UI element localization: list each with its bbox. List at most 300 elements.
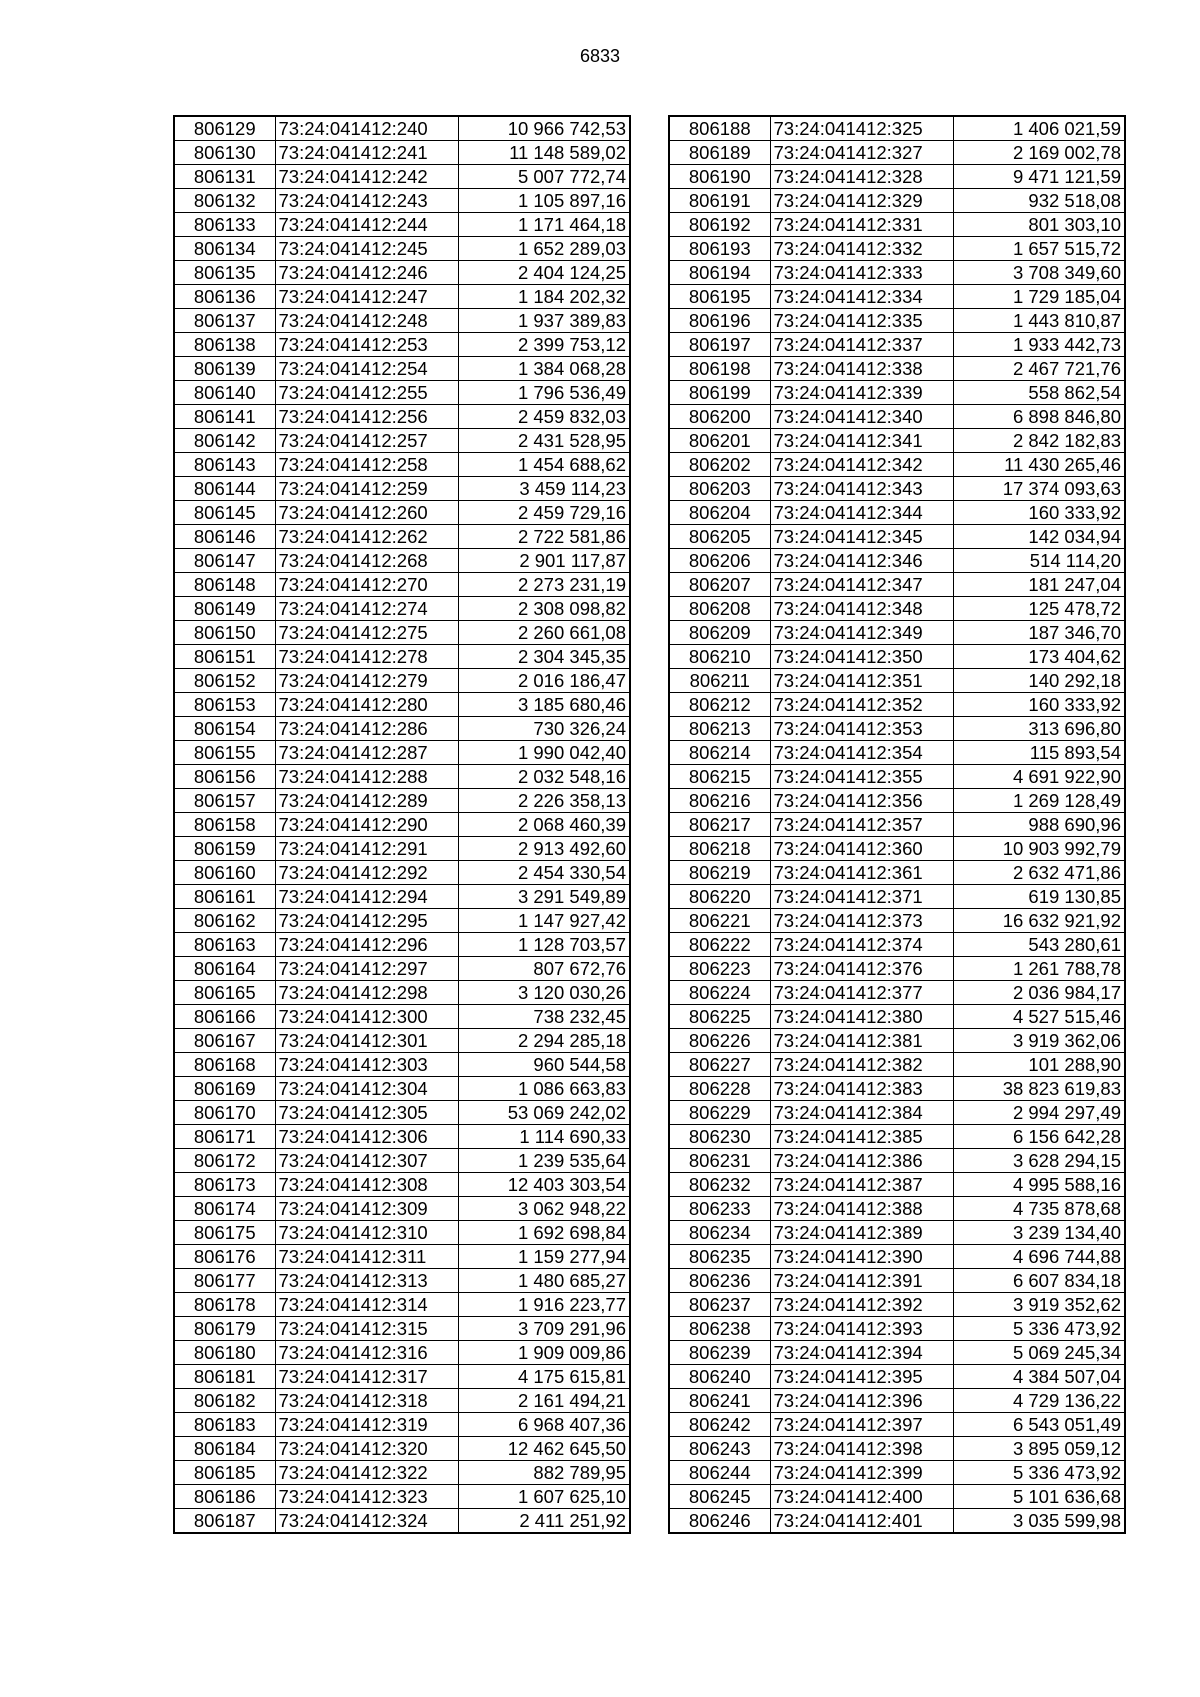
table-row <box>669 1365 1125 1389</box>
row-number-cell: 806130 <box>174 141 275 165</box>
row-number-cell: 806227 <box>669 1053 770 1077</box>
row-number-cell: 806142 <box>174 429 275 453</box>
table-row <box>669 1221 1125 1245</box>
table-row <box>669 1077 1125 1101</box>
cadastral-number-cell: 73:24:041412:374 <box>770 933 953 957</box>
value-cell: 3 062 948,22 <box>458 1197 630 1221</box>
row-number-cell: 806175 <box>174 1221 275 1245</box>
value-cell: 932 518,08 <box>953 189 1125 213</box>
value-cell: 3 035 599,98 <box>953 1509 1125 1534</box>
cadastral-number-cell: 73:24:041412:258 <box>275 453 458 477</box>
table-row <box>174 525 630 549</box>
value-cell: 3 708 349,60 <box>953 261 1125 285</box>
row-number-cell: 806213 <box>669 717 770 741</box>
value-cell: 1 171 464,18 <box>458 213 630 237</box>
cadastral-number-cell: 73:24:041412:356 <box>770 789 953 813</box>
value-cell: 4 175 615,81 <box>458 1365 630 1389</box>
row-number-cell: 806167 <box>174 1029 275 1053</box>
row-number-cell: 806187 <box>174 1509 275 1534</box>
table-row <box>669 429 1125 453</box>
value-cell: 17 374 093,63 <box>953 477 1125 501</box>
cadastral-number-cell: 73:24:041412:328 <box>770 165 953 189</box>
row-number-cell: 806235 <box>669 1245 770 1269</box>
table-row <box>174 213 630 237</box>
cadastral-number-cell: 73:24:041412:309 <box>275 1197 458 1221</box>
row-number-cell: 806207 <box>669 573 770 597</box>
table-row <box>669 1293 1125 1317</box>
value-cell: 6 898 846,80 <box>953 405 1125 429</box>
value-cell: 2 459 832,03 <box>458 405 630 429</box>
table-row <box>174 1005 630 1029</box>
table-row <box>174 1389 630 1413</box>
cadastral-number-cell: 73:24:041412:256 <box>275 405 458 429</box>
table-row <box>174 1221 630 1245</box>
cadastral-number-cell: 73:24:041412:325 <box>770 116 953 141</box>
value-cell: 1 454 688,62 <box>458 453 630 477</box>
cadastral-number-cell: 73:24:041412:348 <box>770 597 953 621</box>
table-row <box>669 717 1125 741</box>
table-row <box>174 381 630 405</box>
cadastral-number-cell: 73:24:041412:388 <box>770 1197 953 1221</box>
row-number-cell: 806200 <box>669 405 770 429</box>
value-cell: 1 159 277,94 <box>458 1245 630 1269</box>
cadastral-number-cell: 73:24:041412:344 <box>770 501 953 525</box>
table-row <box>174 1317 630 1341</box>
cadastral-number-cell: 73:24:041412:289 <box>275 789 458 813</box>
cadastral-number-cell: 73:24:041412:384 <box>770 1101 953 1125</box>
cadastral-number-cell: 73:24:041412:385 <box>770 1125 953 1149</box>
value-cell: 2 068 460,39 <box>458 813 630 837</box>
cadastral-number-cell: 73:24:041412:307 <box>275 1149 458 1173</box>
table-row <box>174 813 630 837</box>
row-number-cell: 806160 <box>174 861 275 885</box>
row-number-cell: 806178 <box>174 1293 275 1317</box>
table-row <box>669 1245 1125 1269</box>
row-number-cell: 806206 <box>669 549 770 573</box>
row-number-cell: 806204 <box>669 501 770 525</box>
value-cell: 4 696 744,88 <box>953 1245 1125 1269</box>
table-row <box>669 933 1125 957</box>
cadastral-number-cell: 73:24:041412:255 <box>275 381 458 405</box>
row-number-cell: 806246 <box>669 1509 770 1534</box>
value-cell: 115 893,54 <box>953 741 1125 765</box>
cadastral-number-cell: 73:24:041412:315 <box>275 1317 458 1341</box>
value-cell: 807 672,76 <box>458 957 630 981</box>
cadastral-number-cell: 73:24:041412:308 <box>275 1173 458 1197</box>
row-number-cell: 806190 <box>669 165 770 189</box>
value-cell: 1 909 009,86 <box>458 1341 630 1365</box>
value-cell: 1 480 685,27 <box>458 1269 630 1293</box>
value-cell: 3 709 291,96 <box>458 1317 630 1341</box>
table-row <box>174 189 630 213</box>
table-row <box>174 549 630 573</box>
table-row <box>174 1125 630 1149</box>
right-data-table <box>668 115 1126 1534</box>
value-cell: 1 729 185,04 <box>953 285 1125 309</box>
table-row <box>669 309 1125 333</box>
cadastral-number-cell: 73:24:041412:329 <box>770 189 953 213</box>
table-row <box>669 189 1125 213</box>
row-number-cell: 806183 <box>174 1413 275 1437</box>
cadastral-number-cell: 73:24:041412:280 <box>275 693 458 717</box>
value-cell: 1 607 625,10 <box>458 1485 630 1509</box>
value-cell: 2 260 661,08 <box>458 621 630 645</box>
value-cell: 3 459 114,23 <box>458 477 630 501</box>
value-cell: 514 114,20 <box>953 549 1125 573</box>
cadastral-number-cell: 73:24:041412:394 <box>770 1341 953 1365</box>
row-number-cell: 806164 <box>174 957 275 981</box>
row-number-cell: 806137 <box>174 309 275 333</box>
value-cell: 3 239 134,40 <box>953 1221 1125 1245</box>
value-cell: 2 273 231,19 <box>458 573 630 597</box>
value-cell: 6 543 051,49 <box>953 1413 1125 1437</box>
row-number-cell: 806132 <box>174 189 275 213</box>
cadastral-number-cell: 73:24:041412:352 <box>770 693 953 717</box>
cadastral-number-cell: 73:24:041412:314 <box>275 1293 458 1317</box>
value-cell: 125 478,72 <box>953 597 1125 621</box>
cadastral-number-cell: 73:24:041412:399 <box>770 1461 953 1485</box>
value-cell: 6 607 834,18 <box>953 1269 1125 1293</box>
table-row <box>174 693 630 717</box>
row-number-cell: 806202 <box>669 453 770 477</box>
table-row <box>174 1245 630 1269</box>
row-number-cell: 806242 <box>669 1413 770 1437</box>
cadastral-number-cell: 73:24:041412:320 <box>275 1437 458 1461</box>
table-row <box>669 453 1125 477</box>
table-row <box>669 381 1125 405</box>
cadastral-number-cell: 73:24:041412:383 <box>770 1077 953 1101</box>
cadastral-number-cell: 73:24:041412:305 <box>275 1101 458 1125</box>
row-number-cell: 806243 <box>669 1437 770 1461</box>
row-number-cell: 806138 <box>174 333 275 357</box>
row-number-cell: 806169 <box>174 1077 275 1101</box>
cadastral-number-cell: 73:24:041412:253 <box>275 333 458 357</box>
cadastral-number-cell: 73:24:041412:268 <box>275 549 458 573</box>
value-cell: 1 184 202,32 <box>458 285 630 309</box>
table-row <box>669 141 1125 165</box>
value-cell: 2 722 581,86 <box>458 525 630 549</box>
row-number-cell: 806171 <box>174 1125 275 1149</box>
value-cell: 1 269 128,49 <box>953 789 1125 813</box>
value-cell: 5 336 473,92 <box>953 1317 1125 1341</box>
value-cell: 3 919 352,62 <box>953 1293 1125 1317</box>
row-number-cell: 806209 <box>669 621 770 645</box>
row-number-cell: 806214 <box>669 741 770 765</box>
row-number-cell: 806151 <box>174 645 275 669</box>
value-cell: 738 232,45 <box>458 1005 630 1029</box>
table-row <box>669 693 1125 717</box>
table-row <box>669 621 1125 645</box>
cadastral-number-cell: 73:24:041412:322 <box>275 1461 458 1485</box>
table-row <box>174 429 630 453</box>
table-row <box>174 885 630 909</box>
row-number-cell: 806133 <box>174 213 275 237</box>
cadastral-number-cell: 73:24:041412:333 <box>770 261 953 285</box>
row-number-cell: 806153 <box>174 693 275 717</box>
value-cell: 11 430 265,46 <box>953 453 1125 477</box>
row-number-cell: 806211 <box>669 669 770 693</box>
table-row <box>174 669 630 693</box>
row-number-cell: 806145 <box>174 501 275 525</box>
cadastral-number-cell: 73:24:041412:279 <box>275 669 458 693</box>
cadastral-number-cell: 73:24:041412:297 <box>275 957 458 981</box>
cadastral-number-cell: 73:24:041412:295 <box>275 909 458 933</box>
cadastral-number-cell: 73:24:041412:393 <box>770 1317 953 1341</box>
cadastral-number-cell: 73:24:041412:342 <box>770 453 953 477</box>
cadastral-number-cell: 73:24:041412:377 <box>770 981 953 1005</box>
table-row <box>174 1173 630 1197</box>
table-row <box>669 789 1125 813</box>
table-row <box>669 813 1125 837</box>
table-row <box>669 1437 1125 1461</box>
table-row <box>174 285 630 309</box>
row-number-cell: 806195 <box>669 285 770 309</box>
cadastral-number-cell: 73:24:041412:347 <box>770 573 953 597</box>
row-number-cell: 806165 <box>174 981 275 1005</box>
value-cell: 3 120 030,26 <box>458 981 630 1005</box>
row-number-cell: 806196 <box>669 309 770 333</box>
value-cell: 988 690,96 <box>953 813 1125 837</box>
cadastral-number-cell: 73:24:041412:245 <box>275 237 458 261</box>
row-number-cell: 806185 <box>174 1461 275 1485</box>
table-row <box>669 645 1125 669</box>
row-number-cell: 806159 <box>174 837 275 861</box>
cadastral-number-cell: 73:24:041412:380 <box>770 1005 953 1029</box>
cadastral-number-cell: 73:24:041412:301 <box>275 1029 458 1053</box>
value-cell: 2 459 729,16 <box>458 501 630 525</box>
value-cell: 2 632 471,86 <box>953 861 1125 885</box>
left-data-table <box>173 115 631 1534</box>
cadastral-number-cell: 73:24:041412:334 <box>770 285 953 309</box>
value-cell: 160 333,92 <box>953 693 1125 717</box>
row-number-cell: 806158 <box>174 813 275 837</box>
cadastral-number-cell: 73:24:041412:353 <box>770 717 953 741</box>
cadastral-number-cell: 73:24:041412:386 <box>770 1149 953 1173</box>
cadastral-number-cell: 73:24:041412:338 <box>770 357 953 381</box>
table-row <box>174 645 630 669</box>
cadastral-number-cell: 73:24:041412:262 <box>275 525 458 549</box>
row-number-cell: 806233 <box>669 1197 770 1221</box>
row-number-cell: 806199 <box>669 381 770 405</box>
row-number-cell: 806229 <box>669 1101 770 1125</box>
cadastral-number-cell: 73:24:041412:387 <box>770 1173 953 1197</box>
cadastral-number-cell: 73:24:041412:390 <box>770 1245 953 1269</box>
value-cell: 1 261 788,78 <box>953 957 1125 981</box>
table-row <box>669 1005 1125 1029</box>
value-cell: 4 735 878,68 <box>953 1197 1125 1221</box>
value-cell: 3 185 680,46 <box>458 693 630 717</box>
table-row <box>669 237 1125 261</box>
cadastral-number-cell: 73:24:041412:382 <box>770 1053 953 1077</box>
table-row <box>669 501 1125 525</box>
value-cell: 5 069 245,34 <box>953 1341 1125 1365</box>
cadastral-number-cell: 73:24:041412:335 <box>770 309 953 333</box>
value-cell: 730 326,24 <box>458 717 630 741</box>
table-row <box>174 1461 630 1485</box>
value-cell: 3 895 059,12 <box>953 1437 1125 1461</box>
table-row <box>174 789 630 813</box>
table-row <box>174 909 630 933</box>
row-number-cell: 806205 <box>669 525 770 549</box>
table-row <box>669 1485 1125 1509</box>
table-row <box>669 861 1125 885</box>
row-number-cell: 806129 <box>174 116 275 141</box>
row-number-cell: 806172 <box>174 1149 275 1173</box>
value-cell: 2 467 721,76 <box>953 357 1125 381</box>
table-row <box>669 549 1125 573</box>
table-row <box>669 213 1125 237</box>
table-row <box>174 453 630 477</box>
table-row <box>174 1053 630 1077</box>
value-cell: 11 148 589,02 <box>458 141 630 165</box>
row-number-cell: 806168 <box>174 1053 275 1077</box>
value-cell: 1 443 810,87 <box>953 309 1125 333</box>
table-row <box>174 717 630 741</box>
left-table-body <box>174 116 630 1533</box>
row-number-cell: 806143 <box>174 453 275 477</box>
row-number-cell: 806197 <box>669 333 770 357</box>
value-cell: 1 105 897,16 <box>458 189 630 213</box>
row-number-cell: 806174 <box>174 1197 275 1221</box>
table-row <box>174 357 630 381</box>
cadastral-number-cell: 73:24:041412:290 <box>275 813 458 837</box>
cadastral-number-cell: 73:24:041412:317 <box>275 1365 458 1389</box>
table-row <box>669 909 1125 933</box>
table-row <box>174 1413 630 1437</box>
cadastral-number-cell: 73:24:041412:350 <box>770 645 953 669</box>
cadastral-number-cell: 73:24:041412:357 <box>770 813 953 837</box>
cadastral-number-cell: 73:24:041412:287 <box>275 741 458 765</box>
row-number-cell: 806231 <box>669 1149 770 1173</box>
cadastral-number-cell: 73:24:041412:346 <box>770 549 953 573</box>
row-number-cell: 806208 <box>669 597 770 621</box>
table-row <box>669 957 1125 981</box>
value-cell: 6 968 407,36 <box>458 1413 630 1437</box>
table-row <box>174 405 630 429</box>
row-number-cell: 806176 <box>174 1245 275 1269</box>
row-number-cell: 806186 <box>174 1485 275 1509</box>
value-cell: 5 336 473,92 <box>953 1461 1125 1485</box>
row-number-cell: 806241 <box>669 1389 770 1413</box>
row-number-cell: 806134 <box>174 237 275 261</box>
cadastral-number-cell: 73:24:041412:244 <box>275 213 458 237</box>
table-row <box>174 237 630 261</box>
row-number-cell: 806245 <box>669 1485 770 1509</box>
value-cell: 1 796 536,49 <box>458 381 630 405</box>
row-number-cell: 806136 <box>174 285 275 309</box>
row-number-cell: 806210 <box>669 645 770 669</box>
row-number-cell: 806180 <box>174 1341 275 1365</box>
row-number-cell: 806217 <box>669 813 770 837</box>
value-cell: 2 913 492,60 <box>458 837 630 861</box>
table-row <box>174 741 630 765</box>
row-number-cell: 806189 <box>669 141 770 165</box>
cadastral-number-cell: 73:24:041412:331 <box>770 213 953 237</box>
table-row <box>669 1125 1125 1149</box>
table-row <box>669 837 1125 861</box>
row-number-cell: 806157 <box>174 789 275 813</box>
cadastral-number-cell: 73:24:041412:254 <box>275 357 458 381</box>
value-cell: 2 161 494,21 <box>458 1389 630 1413</box>
row-number-cell: 806225 <box>669 1005 770 1029</box>
row-number-cell: 806228 <box>669 1077 770 1101</box>
value-cell: 142 034,94 <box>953 525 1125 549</box>
table-row <box>174 501 630 525</box>
value-cell: 2 036 984,17 <box>953 981 1125 1005</box>
table-row <box>174 933 630 957</box>
row-number-cell: 806239 <box>669 1341 770 1365</box>
cadastral-number-cell: 73:24:041412:381 <box>770 1029 953 1053</box>
cadastral-number-cell: 73:24:041412:291 <box>275 837 458 861</box>
table-row <box>174 1293 630 1317</box>
value-cell: 4 995 588,16 <box>953 1173 1125 1197</box>
value-cell: 2 399 753,12 <box>458 333 630 357</box>
table-row <box>669 357 1125 381</box>
cadastral-number-cell: 73:24:041412:248 <box>275 309 458 333</box>
cadastral-number-cell: 73:24:041412:396 <box>770 1389 953 1413</box>
table-row <box>174 573 630 597</box>
cadastral-number-cell: 73:24:041412:354 <box>770 741 953 765</box>
cadastral-number-cell: 73:24:041412:278 <box>275 645 458 669</box>
table-row <box>174 1101 630 1125</box>
table-row <box>174 1485 630 1509</box>
cadastral-number-cell: 73:24:041412:259 <box>275 477 458 501</box>
value-cell: 5 101 636,68 <box>953 1485 1125 1509</box>
row-number-cell: 806144 <box>174 477 275 501</box>
table-row <box>174 1197 630 1221</box>
cadastral-number-cell: 73:24:041412:351 <box>770 669 953 693</box>
row-number-cell: 806237 <box>669 1293 770 1317</box>
value-cell: 1 657 515,72 <box>953 237 1125 261</box>
table-row <box>174 1149 630 1173</box>
table-row <box>174 957 630 981</box>
cadastral-number-cell: 73:24:041412:371 <box>770 885 953 909</box>
value-cell: 1 692 698,84 <box>458 1221 630 1245</box>
value-cell: 1 147 927,42 <box>458 909 630 933</box>
row-number-cell: 806193 <box>669 237 770 261</box>
value-cell: 2 304 345,35 <box>458 645 630 669</box>
row-number-cell: 806219 <box>669 861 770 885</box>
table-row <box>174 861 630 885</box>
table-row <box>669 261 1125 285</box>
value-cell: 53 069 242,02 <box>458 1101 630 1125</box>
value-cell: 1 990 042,40 <box>458 741 630 765</box>
value-cell: 619 130,85 <box>953 885 1125 909</box>
value-cell: 2 454 330,54 <box>458 861 630 885</box>
row-number-cell: 806179 <box>174 1317 275 1341</box>
cadastral-number-cell: 73:24:041412:243 <box>275 189 458 213</box>
value-cell: 1 239 535,64 <box>458 1149 630 1173</box>
row-number-cell: 806182 <box>174 1389 275 1413</box>
table-row <box>174 261 630 285</box>
cadastral-number-cell: 73:24:041412:376 <box>770 957 953 981</box>
value-cell: 160 333,92 <box>953 501 1125 525</box>
cadastral-number-cell: 73:24:041412:398 <box>770 1437 953 1461</box>
cadastral-number-cell: 73:24:041412:397 <box>770 1413 953 1437</box>
cadastral-number-cell: 73:24:041412:400 <box>770 1485 953 1509</box>
row-number-cell: 806155 <box>174 741 275 765</box>
value-cell: 10 903 992,79 <box>953 837 1125 861</box>
cadastral-number-cell: 73:24:041412:313 <box>275 1269 458 1293</box>
row-number-cell: 806220 <box>669 885 770 909</box>
row-number-cell: 806173 <box>174 1173 275 1197</box>
cadastral-number-cell: 73:24:041412:303 <box>275 1053 458 1077</box>
table-row <box>174 597 630 621</box>
cadastral-number-cell: 73:24:041412:310 <box>275 1221 458 1245</box>
cadastral-number-cell: 73:24:041412:257 <box>275 429 458 453</box>
value-cell: 1 086 663,83 <box>458 1077 630 1101</box>
value-cell: 9 471 121,59 <box>953 165 1125 189</box>
